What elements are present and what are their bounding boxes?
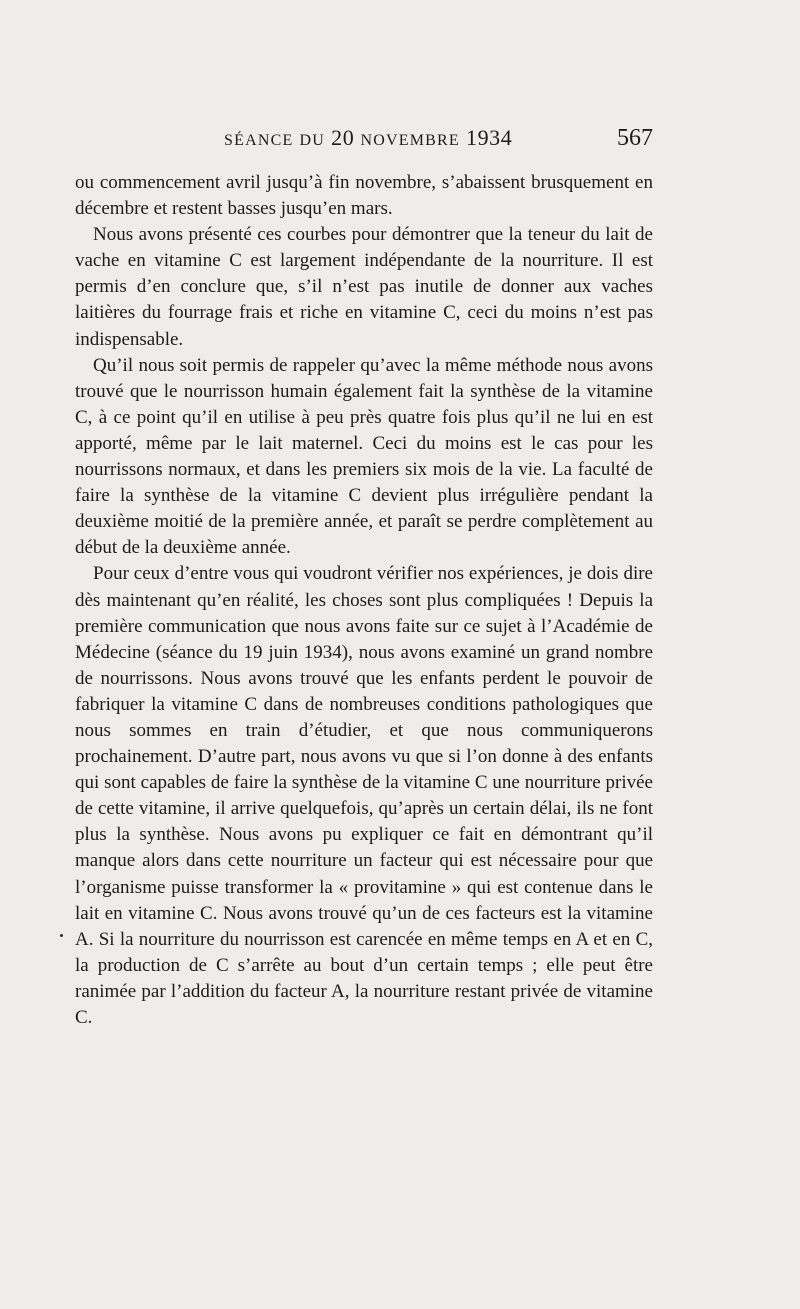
page-header (75, 118, 653, 158)
running-head-month: NOVEMBRE (360, 132, 460, 149)
paragraph-2: Nous avons présenté ces courbes pour démontrer que la teneur du lait de vache en vitamine C est largement indépendante de la nourriture. Il est permis d’en conclure que, s’il n’est pas inutile de donner aux vaches laitières du fourrage frais et riche en vitamine C, ceci du moins n’est pas indispensable. (75, 224, 653, 350)
margin-dot (60, 934, 63, 937)
body-text (75, 170, 653, 1031)
paragraph-1: ou commencement avril jusqu’à fin novembre, s’abaissent brusquement en décembre et restent basses jusqu’en mars. (75, 172, 653, 220)
running-head-du: DU (299, 132, 326, 149)
page-number: 567 (617, 125, 653, 151)
running-head (224, 118, 512, 161)
running-head-seance: SÉANCE (224, 132, 294, 149)
paragraph-4: Pour ceux d’entre vous qui voudront vérifier nos expériences, je dois dire dès maintenant qu’en réalité, les choses sont plus compliquées ! Depuis la première communication que nous avons faite sur ce sujet à l’Académie de Médecine (séance du 19 juin 1934), nous avons examiné un grand nombre de nourrissons. Nous avons trouvé que les enfants perdent le pouvoir de fabriquer la vitamine C dans de nombreuses conditions pathologiques que nous sommes en train d’étudier, et que nous communiquerons prochainement. D’autre part, nous avons vu que si l’on donne à des enfants qui sont capables de faire la synthèse de la vitamine C une nourriture privée de cette vitamine, il arrive quelquefois, qu’après un certain délai, ils ne font plus la synthèse. Nous avons pu expliquer ce fait en démontrant qu’il manque alors dans cette nourriture un facteur qui est nécessaire pour que l’organisme puisse transformer la « provitamine » qui est contenue dans le lait en vitamine C. Nous avons trouvé qu’un de ces facteurs est la vitamine A. Si la nourriture du nourrisson est carencée en même temps en A et en C, la production de C s’arrête au bout d’un certain temps ; elle peut être ranimée par l’addition du facteur A, la nourriture restant privée de vitamine C. (75, 563, 653, 1028)
paragraph-3: Qu’il nous soit permis de rappeler qu’avec la même méthode nous avons trouvé que le nourrisson humain également fait la synthèse de la vitamine C, à ce point qu’il en utilise à peu près quatre fois plus qu’il ne lui en est apporté, même par le lait maternel. Ceci du moins est le cas pour les nourrissons normaux, et dans les premiers six mois de la vie. La faculté de faire la synthèse de la vitamine C devient plus irrégulière pendant la deuxième moitié de la première année, et paraît se perdre complètement au début de la deuxième année. (75, 354, 653, 559)
running-head-day: 20 (331, 125, 355, 150)
running-head-year: 1934 (465, 125, 513, 150)
